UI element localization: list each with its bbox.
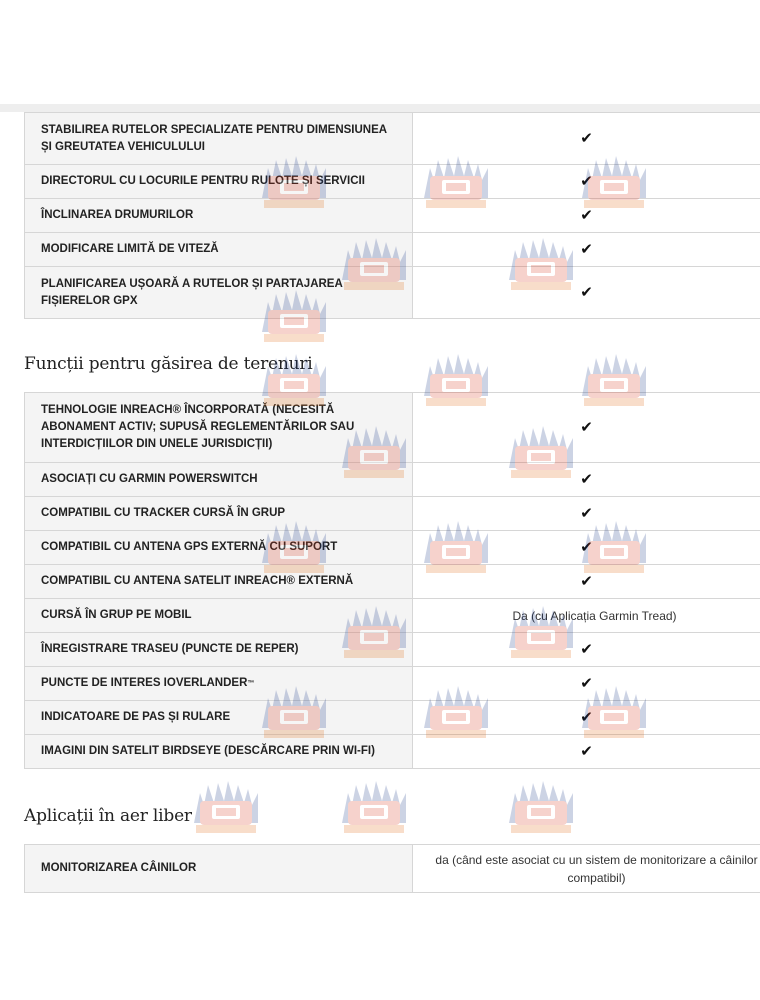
table-row	[25, 267, 760, 319]
table-row	[25, 199, 760, 233]
row-label: CURSĂ ÎN GRUP PE MOBIL	[25, 599, 413, 632]
table-row	[25, 463, 760, 497]
row-value	[413, 633, 760, 666]
top-divider-strip	[0, 104, 760, 112]
row-value	[413, 393, 760, 462]
check-icon: ✔	[580, 641, 593, 658]
row-label: ÎNREGISTRARE TRASEU (PUNCTE DE REPER)	[25, 633, 413, 666]
table-row	[25, 667, 760, 701]
table-row	[25, 599, 760, 633]
row-label: INDICATOARE DE PAS ȘI RULARE	[25, 701, 413, 734]
row-label: COMPATIBIL CU TRACKER CURSĂ ÎN GRUP	[25, 497, 413, 530]
row-value-text: Da (cu Aplicația Garmin Tread)	[512, 608, 677, 623]
table-row	[25, 165, 760, 199]
table-row	[25, 393, 760, 463]
row-value	[413, 165, 760, 198]
check-icon: ✔	[580, 419, 593, 436]
table-row	[25, 233, 760, 267]
row-label: TEHNOLOGIE INREACH® ÎNCORPORATĂ (NECESITĂ ABONAMENT ACTIV; SUPUSĂ REGLEMENTĂRILOR SAU INTERDICȚIILOR DIN UNELE JURISDICȚII)	[25, 393, 413, 462]
watermark-logo	[505, 775, 577, 841]
row-value	[413, 267, 760, 318]
table-row	[25, 845, 760, 893]
table-row	[25, 113, 760, 165]
check-icon: ✔	[580, 284, 593, 301]
row-label-text: PUNCTE DE INTERES IOVERLANDER	[41, 677, 248, 689]
table-row	[25, 735, 760, 769]
check-icon: ✔	[580, 173, 593, 190]
table-row	[25, 565, 760, 599]
section-title-terrain: Funcții pentru găsirea de terenuri	[24, 354, 313, 374]
row-value	[413, 113, 760, 164]
row-label: COMPATIBIL CU ANTENA GPS EXTERNĂ CU SUPORT	[25, 531, 413, 564]
row-value	[413, 735, 760, 768]
watermark-logo	[338, 775, 410, 841]
row-label: ÎNCLINAREA DRUMURILOR	[25, 199, 413, 232]
check-icon: ✔	[580, 505, 593, 522]
check-icon: ✔	[580, 743, 593, 760]
spec-table-terrain	[24, 392, 760, 769]
row-label: MONITORIZAREA CÂINILOR	[25, 845, 413, 892]
row-value	[413, 233, 760, 266]
row-label: STABILIREA RUTELOR SPECIALIZATE PENTRU DIMENSIUNEA ȘI GREUTATEA VEHICULULUI	[25, 113, 413, 164]
row-value	[413, 463, 760, 496]
row-label: PLANIFICAREA UȘOARĂ A RUTELOR ȘI PARTAJAREA FIȘIERELOR GPX	[25, 267, 413, 318]
check-icon: ✔	[580, 675, 593, 692]
row-value	[413, 199, 760, 232]
row-value	[413, 667, 760, 700]
check-icon: ✔	[580, 573, 593, 590]
table-row	[25, 701, 760, 735]
row-value	[413, 497, 760, 530]
table-row	[25, 497, 760, 531]
row-value	[413, 531, 760, 564]
check-icon: ✔	[580, 130, 593, 147]
row-label: IMAGINI DIN SATELIT BIRDSEYE (DESCĂRCARE PRIN WI-FI)	[25, 735, 413, 768]
row-label: DIRECTORUL CU LOCURILE PENTRU RULOTE ȘI SERVICII	[25, 165, 413, 198]
watermark-logo	[190, 775, 262, 841]
check-icon: ✔	[580, 471, 593, 488]
check-icon: ✔	[580, 207, 593, 224]
row-label: PUNCTE DE INTERES IOVERLANDER ™	[25, 667, 413, 700]
check-icon: ✔	[580, 539, 593, 556]
check-icon: ✔	[580, 241, 593, 258]
table-row	[25, 633, 760, 667]
row-label: MODIFICARE LIMITĂ DE VITEZĂ	[25, 233, 413, 266]
row-label: COMPATIBIL CU ANTENA SATELIT INREACH® EXTERNĂ	[25, 565, 413, 598]
row-value-text: da (când este asociat cu un sistem de monitorizare a câinilor compatibil)	[435, 852, 758, 885]
section-title-outdoor: Aplicații în aer liber	[24, 806, 192, 826]
check-icon: ✔	[580, 709, 593, 726]
spec-table-outdoor	[24, 844, 760, 893]
row-value	[413, 565, 760, 598]
row-value	[413, 701, 760, 734]
table-row	[25, 531, 760, 565]
row-label: ASOCIAȚI CU GARMIN POWERSWITCH	[25, 463, 413, 496]
spec-table-routing	[24, 112, 760, 319]
